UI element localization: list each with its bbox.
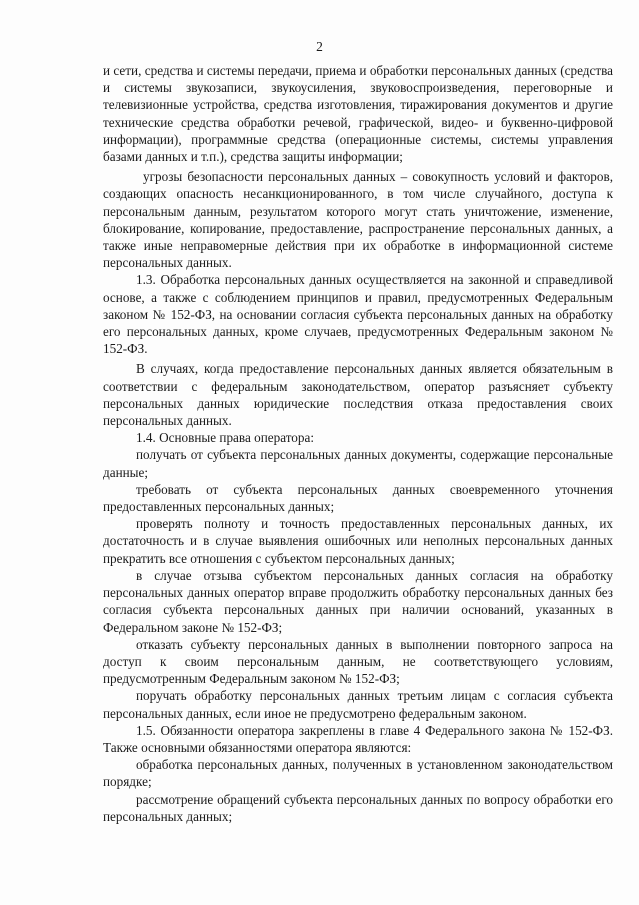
list-item-third-party-processing: поручать обработку персональных данных третьим лицам с согласия субъекта персональных данных, если иное не предусмотрено федеральным законом. [103, 688, 613, 721]
paragraph-1-4-heading: 1.4. Основные права оператора: [136, 430, 315, 446]
page-number: 2 [316, 39, 323, 54]
paragraph-security-threats: угрозы безопасности персональных данных – совокупность условий и факторов, создающих опасность несанкционированного, в том числе случайного, доступа к персональным данным, результатом которого могут стать уничтожение, изменение, блокирование, копирование, предоставление, распространение персональных данных, а также иные неправомерные действия при их обработке в информационной системе персональных данных. [103, 169, 613, 271]
list-item-demand-clarification: требовать от субъекта персональных данных своевременного уточнения предоставленных персональных данных; [103, 481, 613, 515]
list-item-lawful-processing: обработка персональных данных, полученных в установленном законодательством порядке; [103, 757, 613, 790]
list-item-receive-documents: получать от субъекта персональных данных документы, содержащие персональные данные; [103, 447, 613, 480]
document-body [103, 62, 613, 825]
paragraph-mandatory-provision: В случаях, когда предоставление персональных данных является обязательным в соответствии с федеральным законодательством, оператор разъясняет субъекту персональных данных юридические последствия отказа предоставления своих персональных данных. [103, 361, 613, 429]
list-item-review-requests: рассмотрение обращений субъекта персональных данных по вопросу обработки его персональных данных; [103, 791, 613, 824]
list-item-consent-withdrawal: в случае отзыва субъектом персональных данных согласия на обработку персональных данных оператор вправе продолжить обработку персональных данных без согласия субъекта персональных данных при наличии оснований, указанных в Федеральном законе № 152-ФЗ; [103, 567, 613, 635]
paragraph-1-5: 1.5. Обязанности оператора закреплены в главе 4 Федерального закона № 152-ФЗ. Также основными обязанностями оператора являются: [103, 722, 613, 755]
paragraph-1-3: 1.3. Обработка персональных данных осуществляется на законной и справедливой основе, а также с соблюдением принципов и правил, предусмотренных Федеральным законом № 152-ФЗ, на основании согласия субъекта персональных данных на обработку его персональных данных, кроме случаев, предусмотренных Федеральным законом № 152-ФЗ. [103, 272, 613, 357]
list-item-refuse-request: отказать субъекту персональных данных в выполнении повторного запроса на доступ к своим персональным данным, не соответствующего условиям, предусмотренным Федеральным законом № 152-ФЗ; [103, 636, 613, 687]
paragraph-technical-means: и сети, средства и системы передачи, приема и обработки персональных данных (средства и системы звукозаписи, звукоусиления, звуковоспроизведения, переговорные и телевизионные устройства, средства изготовления, тиражирования документов и другие технические средства обработки речевой, графической, видео- и буквенно-цифровой информации), программные средства (операционные системы, системы управления базами данных и т.п.), средства защиты информации; [103, 63, 613, 165]
list-item-verify-data: проверять полноту и точность предоставленных персональных данных, их достаточность и в случае выявления ошибочных или неполных персональных данных прекратить все отношения с субъектом персональных данных; [103, 516, 613, 566]
